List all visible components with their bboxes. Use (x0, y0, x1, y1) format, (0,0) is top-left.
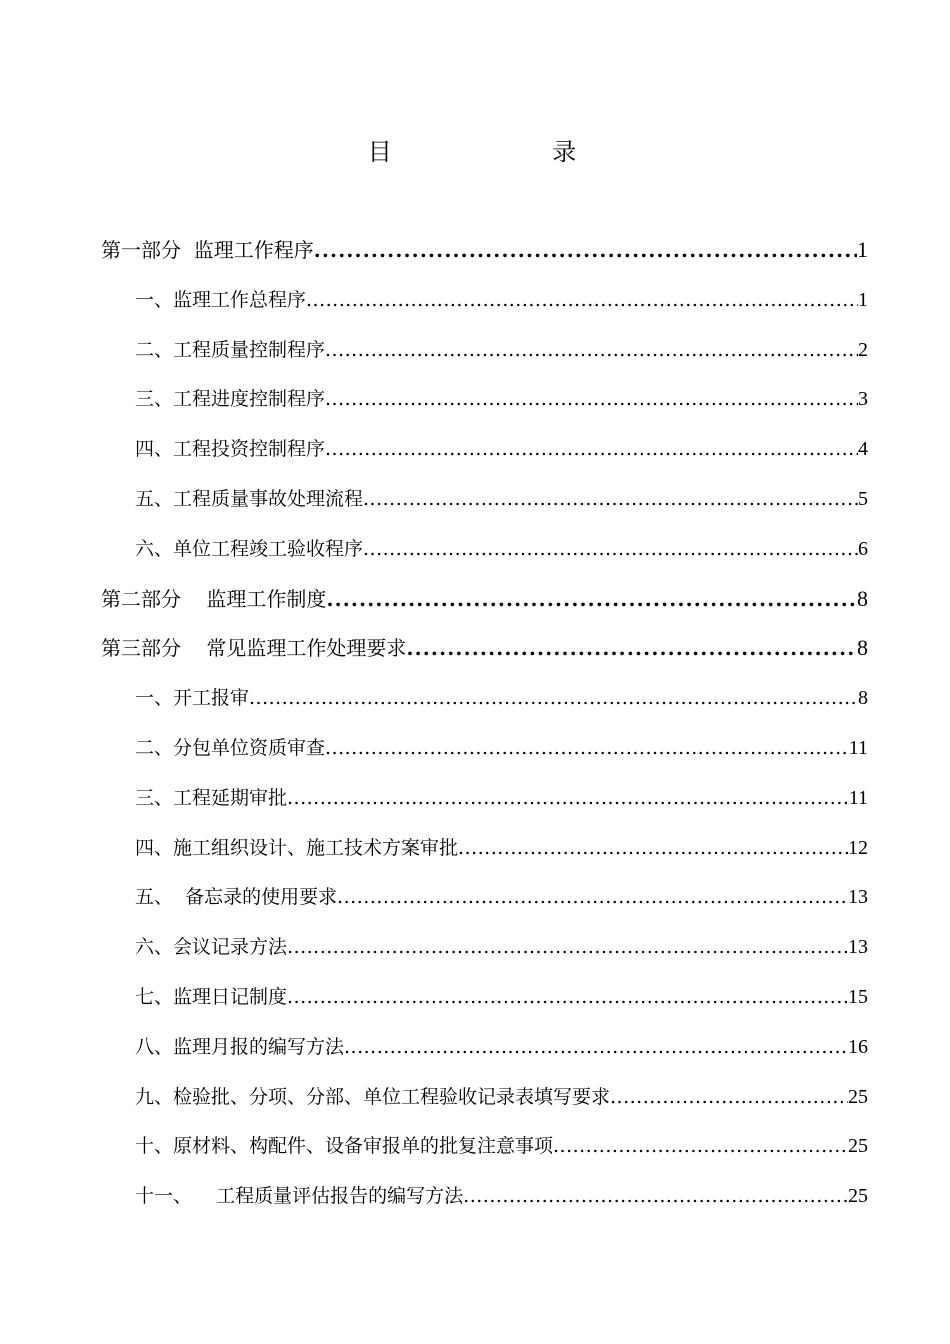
toc-entry[interactable] (101, 228, 868, 278)
toc-title: 目 录 (367, 138, 603, 166)
toc-leader-dots (363, 477, 858, 521)
toc-entry-page: 8 (857, 585, 868, 611)
toc-leader-dots (326, 577, 857, 621)
toc-entry-text: 第二部分 监理工作制度 (101, 586, 327, 611)
toc-entry[interactable] (101, 1174, 868, 1224)
toc-entry[interactable] (101, 676, 868, 726)
toc-entry-text: 十、原材料、构配件、设备审报单的批复注意事项 (135, 1135, 554, 1158)
toc-entry[interactable] (101, 1025, 868, 1075)
toc-entry[interactable] (101, 925, 868, 975)
toc-leader-dots (337, 875, 848, 919)
toc-entry-text: 六、会议记录方法 (135, 936, 288, 959)
toc-entry[interactable] (101, 875, 868, 925)
toc-entry-page: 12 (848, 836, 868, 859)
toc-leader-dots (287, 925, 848, 969)
toc-entry-text: 第三部分 常见监理工作处理要求 (101, 636, 407, 661)
toc-entry-page: 25 (848, 1135, 868, 1158)
toc-entry-page: 2 (858, 338, 868, 361)
toc-entry-page: 11 (848, 786, 868, 809)
toc-entry-page: 8 (857, 635, 868, 661)
toc-entry-page: 1 (858, 288, 868, 311)
toc-leader-dots (325, 726, 849, 770)
toc-entry-text: 四、工程投资控制程序 (135, 438, 326, 461)
toc-entry[interactable] (101, 278, 868, 328)
toc-entry-page: 8 (858, 687, 868, 710)
toc-entry[interactable] (101, 826, 868, 876)
toc-entry-page: 25 (848, 1185, 868, 1208)
toc-leader-dots (325, 328, 858, 372)
toc-leader-dots (406, 626, 857, 670)
toc-entry-page: 1 (857, 237, 868, 262)
toc-entry-page: 6 (858, 537, 868, 560)
toc-leader-dots (249, 676, 858, 720)
toc-entry[interactable] (101, 776, 868, 826)
toc-leader-dots (610, 1075, 848, 1119)
toc-entry-text: 六、单位工程竣工验收程序 (135, 537, 364, 560)
toc-entry[interactable] (101, 726, 868, 776)
toc-entry-page: 5 (858, 487, 868, 510)
toc-entry[interactable] (101, 626, 868, 676)
toc-list (101, 228, 868, 1224)
toc-entry[interactable] (101, 427, 868, 477)
toc-entry-text: 七、监理日记制度 (135, 985, 288, 1008)
toc-leader-dots (325, 427, 858, 471)
toc-leader-dots (287, 975, 848, 1019)
toc-entry-text: 五、工程质量事故处理流程 (135, 487, 364, 510)
toc-entry-text: 一、监理工作总程序 (135, 288, 307, 311)
toc-entry[interactable] (101, 328, 868, 378)
toc-entry-text: 九、检验批、分项、分部、单位工程验收记录表填写要求 (135, 1085, 611, 1108)
toc-entry-text: 第一部分 监理工作程序 (101, 238, 314, 262)
toc-leader-dots (363, 527, 858, 571)
toc-entry-text: 四、施工组织设计、施工技术方案审批 (135, 836, 459, 859)
toc-entry[interactable] (101, 377, 868, 427)
toc-entry[interactable] (101, 1124, 868, 1174)
toc-leader-dots (553, 1124, 848, 1168)
toc-entry-page: 15 (848, 985, 868, 1008)
toc-leader-dots (344, 1025, 848, 1069)
toc-entry[interactable] (101, 1075, 868, 1125)
toc-entry-text: 五、 备忘录的使用要求 (135, 886, 338, 909)
toc-entry[interactable] (101, 477, 868, 527)
toc-leader-dots (287, 776, 849, 820)
toc-entry-page: 3 (858, 388, 868, 411)
toc-entry-page: 16 (848, 1035, 868, 1058)
toc-entry-text: 三、工程延期审批 (135, 786, 288, 809)
toc-leader-dots (306, 278, 858, 322)
toc-entry-page: 11 (848, 736, 868, 759)
toc-leader-dots (463, 1174, 848, 1218)
toc-entry-page: 13 (848, 936, 868, 959)
toc-entry[interactable] (101, 577, 868, 627)
toc-leader-dots (325, 377, 858, 421)
toc-entry-text: 一、开工报审 (135, 687, 250, 710)
toc-entry[interactable] (101, 527, 868, 577)
toc-entry-text: 十一、 工程质量评估报告的编写方法 (135, 1185, 464, 1208)
toc-leader-dots (314, 228, 857, 272)
toc-entry-page: 13 (848, 886, 868, 909)
toc-entry-text: 八、监理月报的编写方法 (135, 1035, 345, 1058)
toc-entry[interactable] (101, 975, 868, 1025)
toc-leader-dots (458, 826, 848, 870)
toc-entry-page: 4 (858, 438, 868, 461)
toc-entry-text: 二、工程质量控制程序 (135, 338, 326, 361)
toc-entry-page: 25 (848, 1085, 868, 1108)
toc-entry-text: 二、分包单位资质审查 (135, 736, 326, 759)
toc-entry-text: 三、工程进度控制程序 (135, 388, 326, 411)
